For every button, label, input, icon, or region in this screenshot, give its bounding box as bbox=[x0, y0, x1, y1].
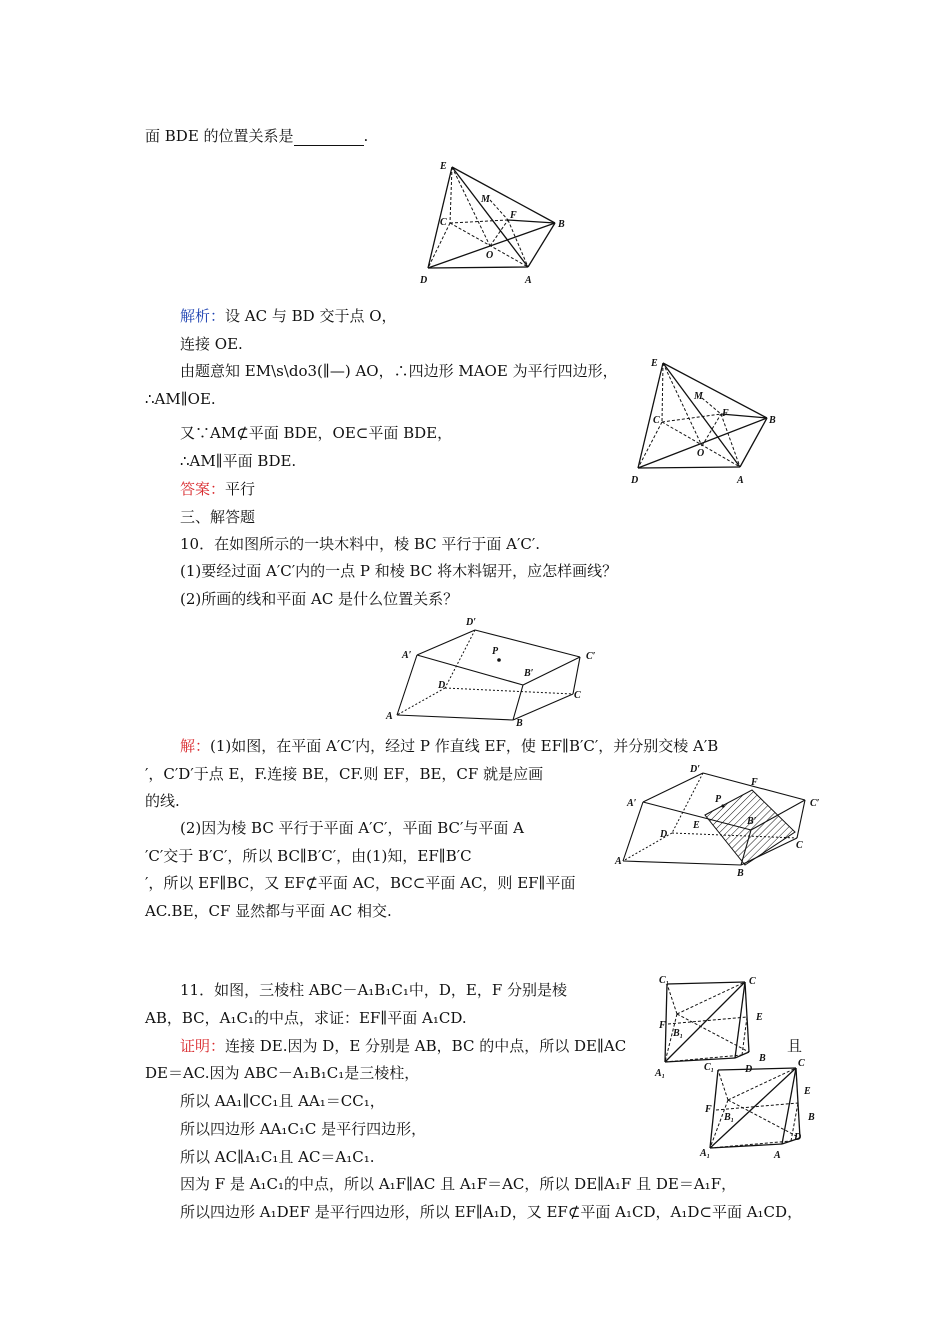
solution-label: 解析： bbox=[180, 307, 226, 325]
label-C-prime: C′ bbox=[586, 651, 596, 662]
label-B: B bbox=[558, 219, 565, 230]
q9-solution-line-2: 连接 OE. bbox=[180, 335, 243, 353]
q10-solution-line-1 bbox=[180, 736, 718, 756]
proof-text: 连接 DE.因为 D，E 分别是 AB，BC 的中点，所以 DE∥AC bbox=[225, 1037, 627, 1055]
label-F: F bbox=[722, 408, 729, 419]
q10-solution-line-5: ′C′交于 B′C′，所以 BC∥B′C′，由(1)知，EF∥B′C bbox=[145, 847, 472, 865]
q11-proof-line-7: 所以四边形 A₁DEF 是平行四边形，所以 EF∥A₁D，又 EF⊄平面 A₁CD，A₁D⊂平面 A₁CD， bbox=[180, 1203, 803, 1221]
label-A: A bbox=[525, 275, 532, 286]
answer-blank bbox=[294, 131, 364, 146]
label-F: F bbox=[705, 1104, 712, 1115]
q10-figure-2 bbox=[615, 760, 830, 880]
label-A-prime: A′ bbox=[627, 798, 637, 809]
label-D: D bbox=[631, 475, 639, 486]
q9-solution-line-6: ∴AM∥平面 BDE. bbox=[180, 452, 297, 470]
label-A: A bbox=[737, 475, 744, 486]
label-B-prime: B′ bbox=[747, 816, 757, 827]
label-C: C bbox=[749, 976, 756, 987]
label-F: F bbox=[751, 777, 758, 788]
q10-solution-line-2: ′，C′D′于点 E，F.连接 BE，CF.则 EF，BE，CF 就是应画 bbox=[145, 765, 544, 783]
q9-figure-2 bbox=[625, 350, 790, 490]
q11-proof-line-1 bbox=[180, 1036, 626, 1056]
label-F: F bbox=[659, 1020, 666, 1031]
label-A-prime: A′ bbox=[402, 650, 412, 661]
label-B: B bbox=[759, 1053, 766, 1064]
label-P: P bbox=[492, 646, 499, 657]
q11-proof-line-6: 因为 F 是 A₁C₁的中点，所以 A₁F∥AC 且 A₁F＝AC，所以 DE∥A₁F 且 DE＝A₁F， bbox=[180, 1175, 737, 1193]
label-E: E bbox=[693, 820, 700, 831]
label-A: A bbox=[774, 1150, 781, 1161]
q11-proof-line-4: 所以四边形 AA₁C₁C 是平行四边形， bbox=[180, 1120, 427, 1138]
label-C-prime: C′ bbox=[810, 798, 820, 809]
label-C: C bbox=[574, 690, 581, 701]
answer-label: 答案： bbox=[180, 480, 226, 498]
q9-solution-line-1 bbox=[180, 306, 397, 326]
q10-stem: 10．在如图所示的一块木料中，棱 BC 平行于面 A′C′. bbox=[180, 535, 541, 553]
label-C1: C₁ bbox=[659, 975, 670, 986]
q9-solution-line-4: ∴AM∥OE. bbox=[145, 390, 216, 408]
label-B: B bbox=[737, 868, 744, 879]
label-P: P bbox=[715, 794, 722, 805]
label-D-prime: D′ bbox=[690, 764, 701, 775]
label-A: A bbox=[386, 711, 393, 722]
q9-answer-line bbox=[180, 479, 255, 499]
q10-solution-line-4: (2)因为棱 BC 平行于平面 A′C′，平面 BC′与平面 A bbox=[180, 819, 525, 837]
label-D: D bbox=[420, 275, 428, 286]
label-B: B bbox=[516, 718, 523, 729]
label-C: C bbox=[653, 415, 660, 426]
label-C: C bbox=[440, 217, 447, 228]
label-A1: A₁ bbox=[700, 1148, 711, 1159]
label-C: C bbox=[798, 1058, 805, 1069]
label-F: F bbox=[510, 210, 517, 221]
q11-proof-line-5: 所以 AC∥A₁C₁且 AC＝A₁C₁. bbox=[180, 1148, 375, 1166]
label-B: B bbox=[769, 415, 776, 426]
q10-solution-line-6: ′，所以 EF∥BC，又 EF⊄平面 AC，BC⊂平面 AC，则 EF∥平面 bbox=[145, 874, 576, 892]
label-A: A bbox=[615, 856, 622, 867]
q9-prompt-period: . bbox=[363, 127, 369, 145]
label-E: E bbox=[804, 1086, 811, 1097]
label-B1: B₁ bbox=[673, 1028, 684, 1039]
q10-solution-line-7: AC.BE，CF 显然都与平面 AC 相交. bbox=[145, 902, 392, 920]
q11-proof-line-1-tail: 且 bbox=[787, 1037, 803, 1055]
q11-proof-line-2: DE＝AC.因为 ABC－A₁B₁C₁是三棱柱， bbox=[145, 1064, 420, 1082]
section-heading: 三、解答题 bbox=[180, 508, 256, 526]
label-E: E bbox=[756, 1012, 763, 1023]
q11-stem-line-2: AB，BC，A₁C₁的中点，求证：EF∥平面 A₁CD. bbox=[145, 1009, 467, 1027]
label-E: E bbox=[651, 358, 658, 369]
answer-value: 平行 bbox=[225, 480, 256, 498]
label-M: M bbox=[694, 391, 703, 402]
q9-solution-line-5: 又∵AM⊄平面 BDE，OE⊂平面 BDE， bbox=[180, 424, 453, 442]
label-E: E bbox=[440, 161, 447, 172]
q9-prompt-text: 面 BDE 的位置关系是 bbox=[145, 127, 294, 145]
solution-label: 解： bbox=[180, 737, 211, 755]
label-B-prime: B′ bbox=[524, 668, 534, 679]
q10-figure-1 bbox=[380, 612, 610, 732]
q11-figure-2 bbox=[700, 1058, 825, 1163]
q11-proof-line-3: 所以 AA₁∥CC₁且 AA₁＝CC₁， bbox=[180, 1092, 385, 1110]
label-A1: A₁ bbox=[655, 1068, 666, 1079]
q9-figure-1 bbox=[410, 150, 580, 295]
q9-prompt-line bbox=[145, 126, 368, 146]
label-D: D bbox=[660, 829, 668, 840]
q11-stem-line-1: 11．如图，三棱柱 ABC－A₁B₁C₁中，D，E，F 分别是棱 bbox=[180, 981, 567, 999]
q9-solution-line-3: 由题意知 EM\s\do3(∥—) AO，∴四边形 MAOE 为平行四边形， bbox=[180, 362, 618, 380]
proof-label: 证明： bbox=[180, 1037, 226, 1055]
solution-text: 设 AC 与 BD 交于点 O， bbox=[225, 307, 397, 325]
label-C: C bbox=[796, 840, 803, 851]
q10-part-2: (2)所画的线和平面 AC 是什么位置关系？ bbox=[180, 590, 459, 608]
label-M: M bbox=[481, 194, 490, 205]
label-B: B bbox=[808, 1112, 815, 1123]
label-C1: C₁ bbox=[704, 1062, 715, 1073]
label-D: D bbox=[794, 1132, 802, 1143]
label-D: D bbox=[745, 1064, 753, 1075]
label-D-prime: D′ bbox=[466, 617, 477, 628]
q10-solution-line-3: 的线. bbox=[145, 792, 180, 810]
label-D: D bbox=[438, 680, 446, 691]
label-O: O bbox=[697, 448, 705, 459]
solution-text: (1)如图，在平面 A′C′内，经过 P 作直线 EF，使 EF∥B′C′，并分别交棱 A′B bbox=[210, 737, 719, 755]
label-B1: B₁ bbox=[724, 1112, 735, 1123]
q10-part-1: (1)要经过面 A′C′内的一点 P 和棱 BC 将木料锯开，应怎样画线？ bbox=[180, 562, 618, 580]
label-O: O bbox=[486, 250, 494, 261]
